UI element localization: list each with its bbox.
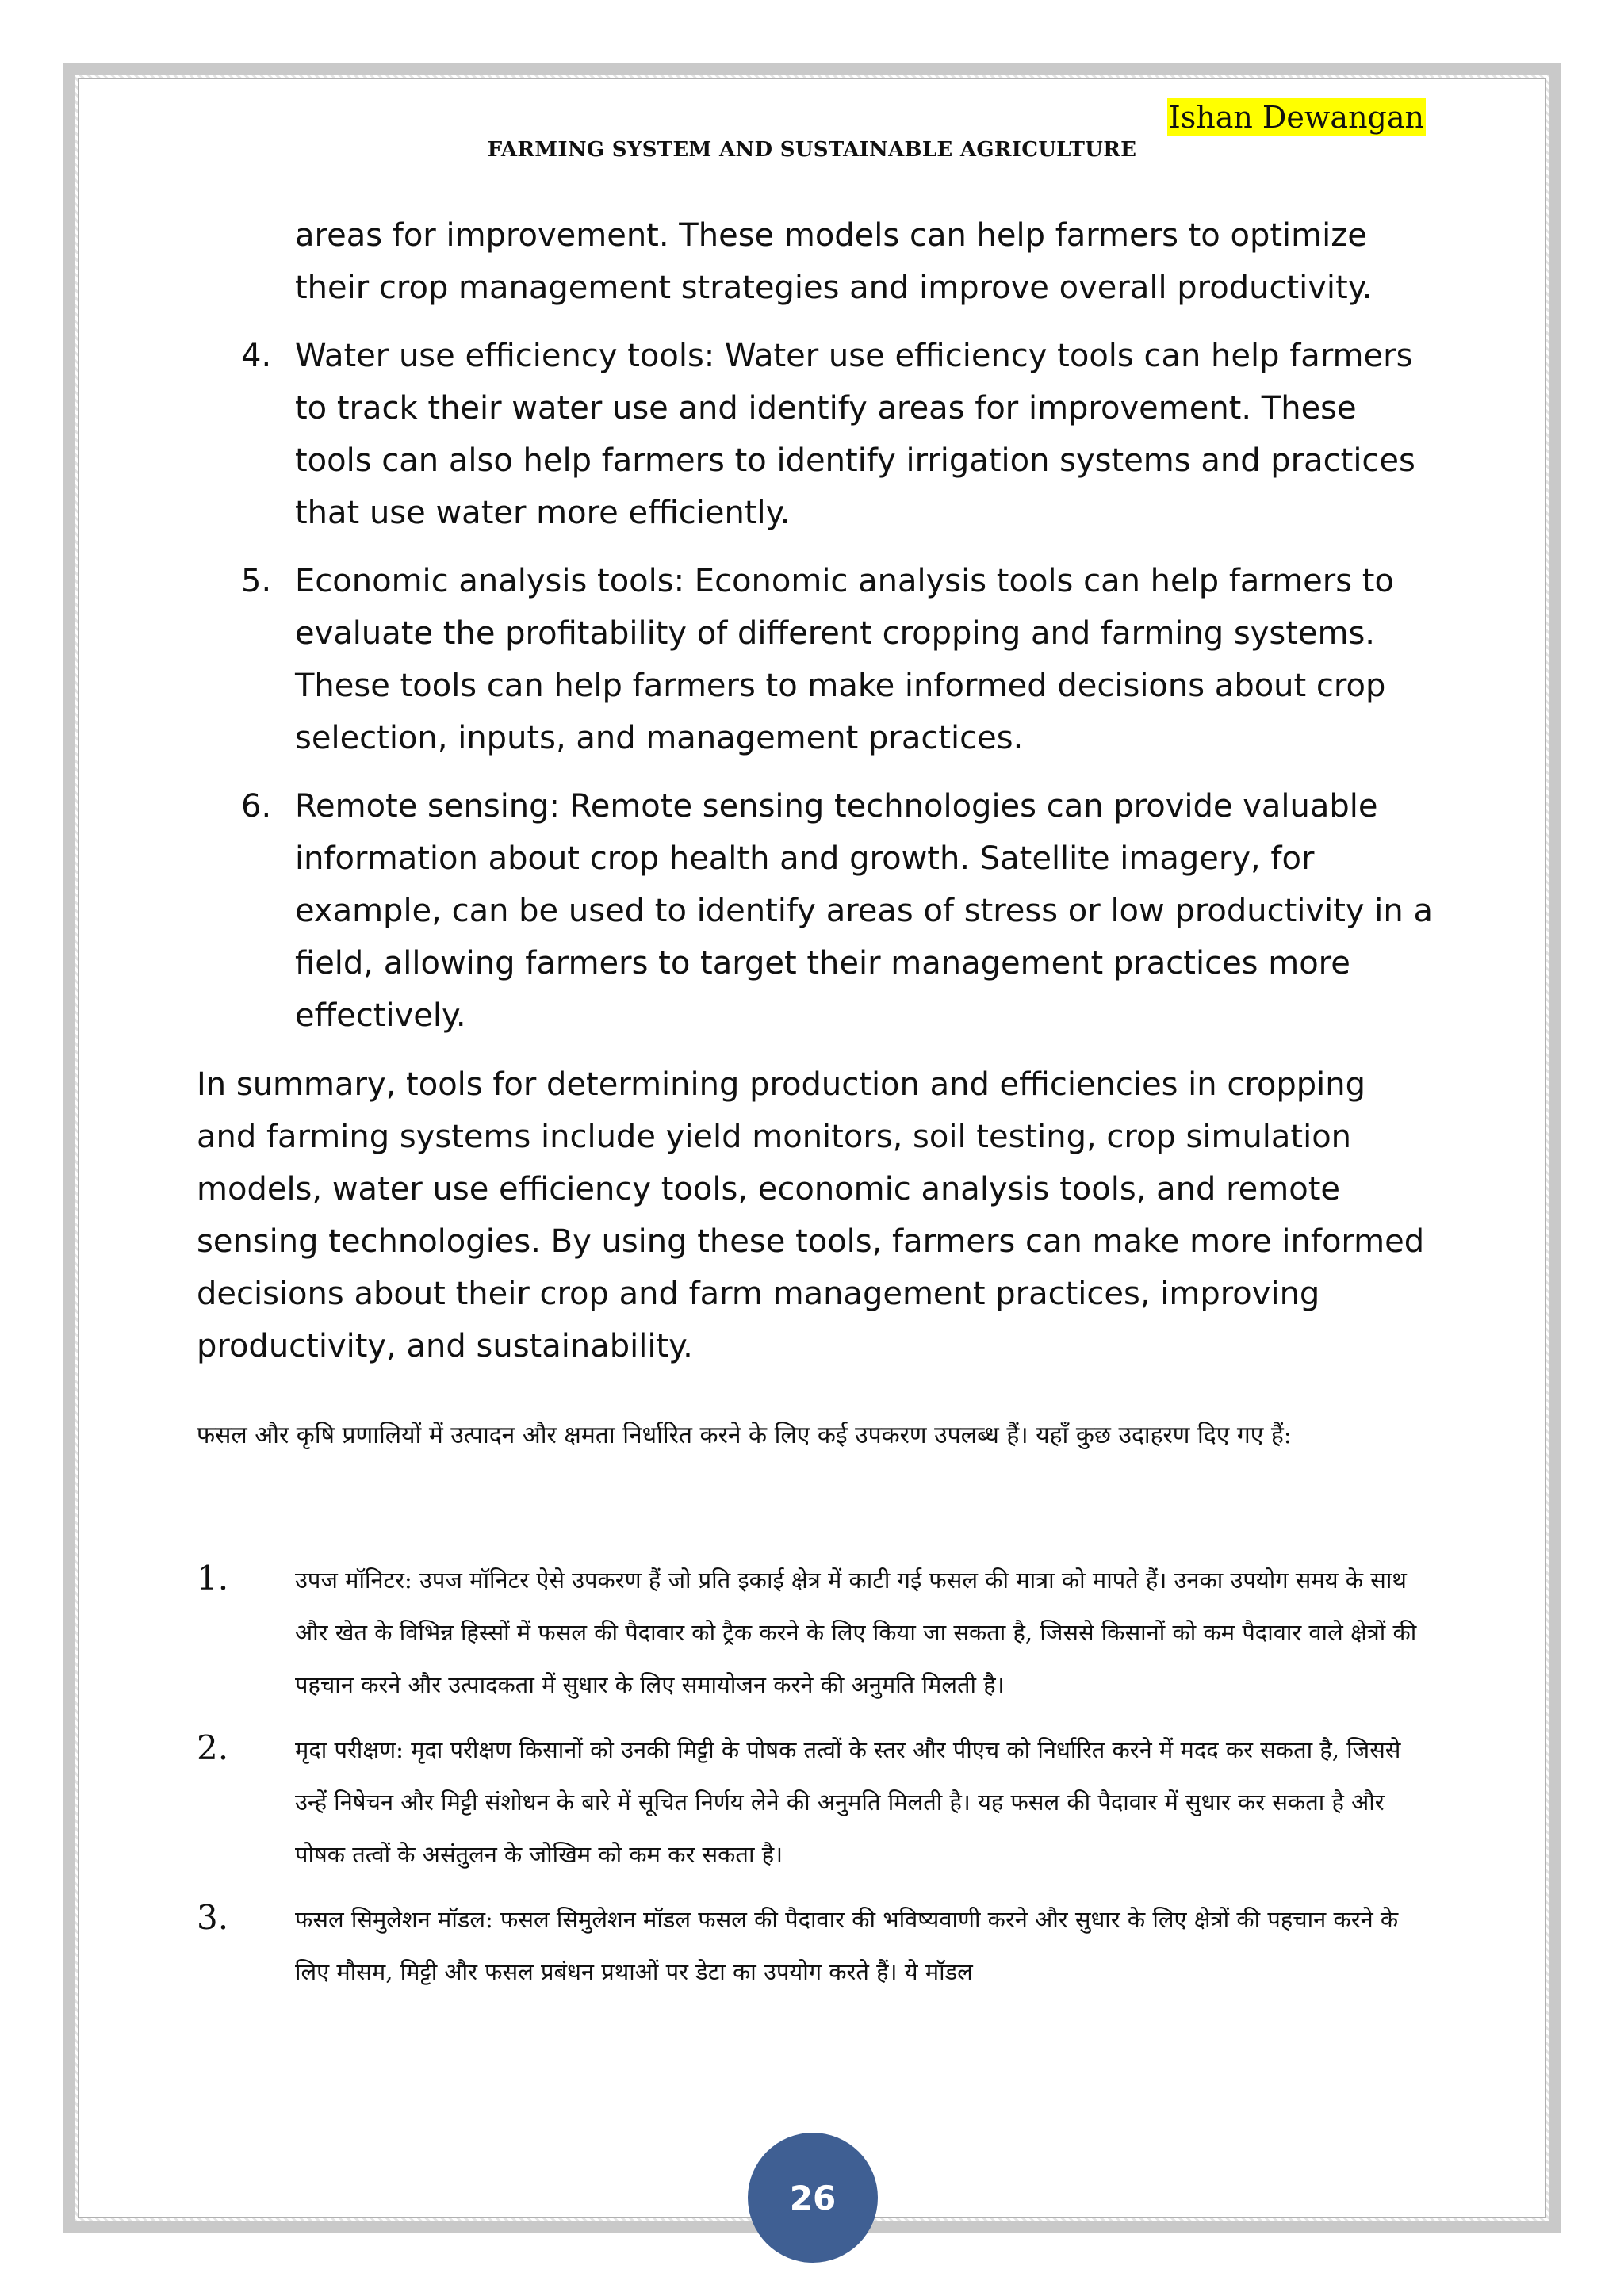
list-text: Remote sensing: Remote sensing technologies can provide valuable information about crop health and growth. Satellite imagery, for example, can be used to identify areas of stress or low productivity in a field, allowing farmers to target their management practices more effectively.	[295, 788, 1433, 1034]
hindi-list	[0, 1554, 1624, 2011]
continued-text: areas for improvement. These models can help farmers to optimize their crop management strategies and improve overall productivity.	[295, 217, 1373, 306]
english-list	[0, 209, 1624, 1058]
page-number: 26	[789, 2178, 837, 2218]
list-item	[197, 1893, 1437, 1998]
list-number: 2.	[197, 1728, 229, 1767]
continued-list-text	[295, 209, 1437, 314]
list-text: मृदा परीक्षण: मृदा परीक्षण किसानों को उनकी मिट्टी के पोषक तत्वों के स्तर और पीएच को निर्धारित करने में मदद कर सकता है, जिससे उन्हें निषेचन और मिट्टी संशोधन के बारे में सूचित निर्णय लेने की अनुमति मिलती है। यह फसल की पैदावार में सुधार कर सकता है और पोषक तत्वों के असंतुलन के जोखिम को कम कर सकता है।	[295, 1736, 1401, 1868]
list-item	[197, 1724, 1437, 1881]
list-number: 5.	[241, 563, 272, 599]
page-number-badge	[748, 2133, 878, 2263]
list-number: 6.	[241, 788, 272, 825]
running-title: FARMING SYSTEM AND SUSTAINABLE AGRICULTURE	[487, 138, 1137, 162]
list-item	[241, 330, 1437, 539]
list-text: Water use efficiency tools: Water use efficiency tools can help farmers to track their water use and identify areas for improvement. These tools can also help farmers to identify irrigation systems and practices that use water more efficiently.	[295, 338, 1415, 531]
author-name: Ishan Dewangan	[1168, 100, 1424, 135]
hindi-intro-paragraph: फसल और कृषि प्रणालियों में उत्पादन और क्षमता निर्धारित करने के लिए कई उपकरण उपलब्ध हैं। यहाँ कुछ उदाहरण दिए गए हैं:	[197, 1422, 1292, 1449]
list-text: फसल सिमुलेशन मॉडल: फसल सिमुलेशन मॉडल फसल की पैदावार की भविष्यवाणी करने और सुधार के लिए क्षेत्रों की पहचान करने के लिए मौसम, मिट्टी और फसल प्रबंधन प्रथाओं पर डेटा का उपयोग करते हैं। ये मॉडल	[295, 1906, 1399, 1985]
list-text: Economic analysis tools: Economic analysis tools can help farmers to evaluate the profitability of different cropping and farming systems. These tools can help farmers to make informed decisions about crop selection, inputs, and management practices.	[295, 563, 1394, 756]
summary-paragraph: In summary, tools for determining production and efficiencies in cropping and farming systems include yield monitors, soil testing, crop simulation models, water use efficiency tools, economic analysis tools, and remote sensing technologies. By using these tools, farmers can make more informed decisions about their crop and farm management practices, improving productivity, and sustainability.	[197, 1066, 1425, 1364]
list-number: 1.	[197, 1559, 229, 1598]
list-text: उपज मॉनिटर: उपज मॉनिटर ऐसे उपकरण हैं जो प्रति इकाई क्षेत्र में काटी गई फसल की मात्रा को मापते हैं। उनका उपयोग समय के साथ और खेत के विभिन्न हिस्सों में फसल की पैदावार को ट्रैक करने के लिए किया जा सकता है, जिससे किसानों को कम पैदावार वाले क्षेत्रों की पहचान करने और उत्पादकता में सुधार के लिए समायोजन करने की अनुमति मिलती है।	[295, 1567, 1417, 1698]
list-item	[241, 555, 1437, 764]
list-item	[241, 780, 1437, 1042]
list-number: 4.	[241, 338, 272, 374]
list-item	[197, 1554, 1437, 1711]
list-number: 3.	[197, 1898, 229, 1937]
